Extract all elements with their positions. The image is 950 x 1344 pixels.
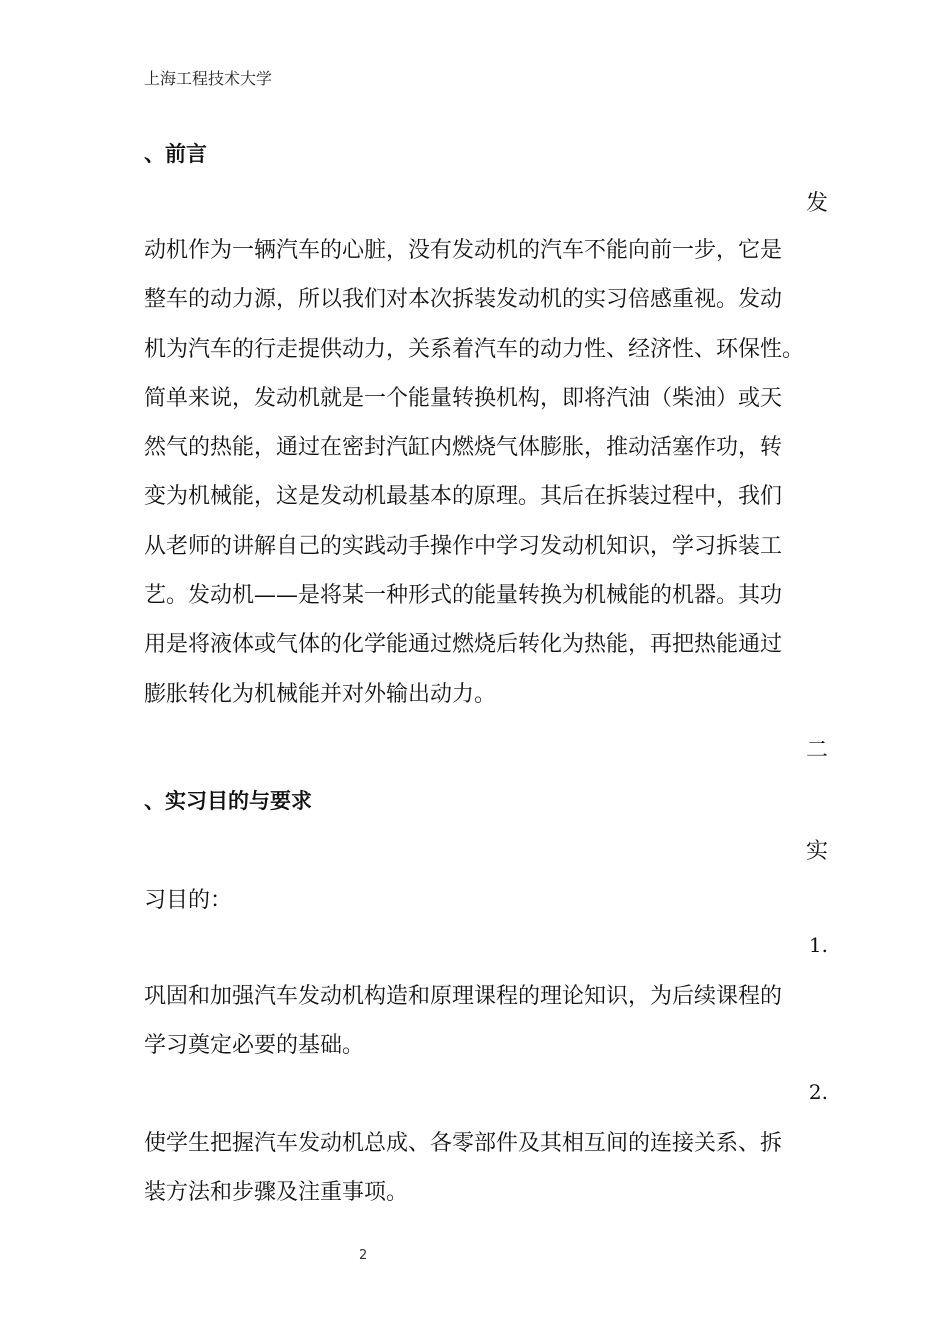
item2-number: 2. bbox=[808, 1080, 828, 1104]
paragraph-line: 然气的热能，通过在密封汽缸内燃烧气体膨胀，推动活塞作功，转 bbox=[144, 435, 783, 461]
paragraph-line: 整车的动力源，所以我们对本次拆装发动机的实习倍感重视。发动 bbox=[144, 287, 783, 313]
page-number: 2 bbox=[359, 1248, 368, 1263]
item2-text bbox=[144, 1119, 824, 1218]
paragraph-line: 膨胀转化为机械能并对外输出动力。 bbox=[144, 681, 497, 707]
document-header: 上海工程技术大学 bbox=[144, 69, 273, 88]
paragraph-line: 使学生把握汽车发动机总成、各零部件及其相互间的连接关系、拆 bbox=[144, 1131, 783, 1156]
paragraph-line: 用是将液体或气体的化学能通过燃烧后转化为热能，再把热能通过 bbox=[144, 632, 783, 658]
item1-text bbox=[144, 972, 824, 1071]
paragraph-line: 学习奠定必要的基础。 bbox=[144, 1033, 365, 1059]
paragraph-line: 变为机械能，这是发动机最基本的原理。其后在拆装过程中，我们 bbox=[144, 484, 783, 510]
section1-lead-char: 发 bbox=[805, 191, 828, 216]
paragraph-line: 装方法和步骤及注重事项。 bbox=[144, 1180, 409, 1206]
section2-lead-char: 实 bbox=[805, 839, 828, 864]
paragraph-line: 艺。发动机——是将某一种形式的能量转换为机械能的机器。其功 bbox=[144, 583, 783, 609]
section1-paragraph bbox=[144, 226, 824, 719]
section2-heading: 、实习目的与要求 bbox=[144, 789, 312, 813]
paragraph-line: 机为汽车的行走提供动力，关系着汽车的动力性、经济性、环保性。 bbox=[144, 336, 805, 362]
item1-number: 1. bbox=[808, 933, 828, 957]
paragraph-line: 从老师的讲解自己的实践动手操作中学习发动机知识，学习拆装工 bbox=[144, 533, 783, 559]
section2-number: 二 bbox=[805, 738, 828, 763]
paragraph-line: 简单来说，发动机就是一个能量转换机构，即将汽油（柴油）或天 bbox=[144, 385, 783, 411]
section1-heading: 、前言 bbox=[144, 142, 207, 166]
paragraph-line: 巩固和加强汽车发动机构造和原理课程的理论知识，为后续课程的 bbox=[144, 984, 783, 1009]
section2-subheading: 习目的： bbox=[144, 888, 233, 913]
paragraph-line: 动机作为一辆汽车的心脏，没有发动机的汽车不能向前一步，它是 bbox=[144, 238, 783, 263]
